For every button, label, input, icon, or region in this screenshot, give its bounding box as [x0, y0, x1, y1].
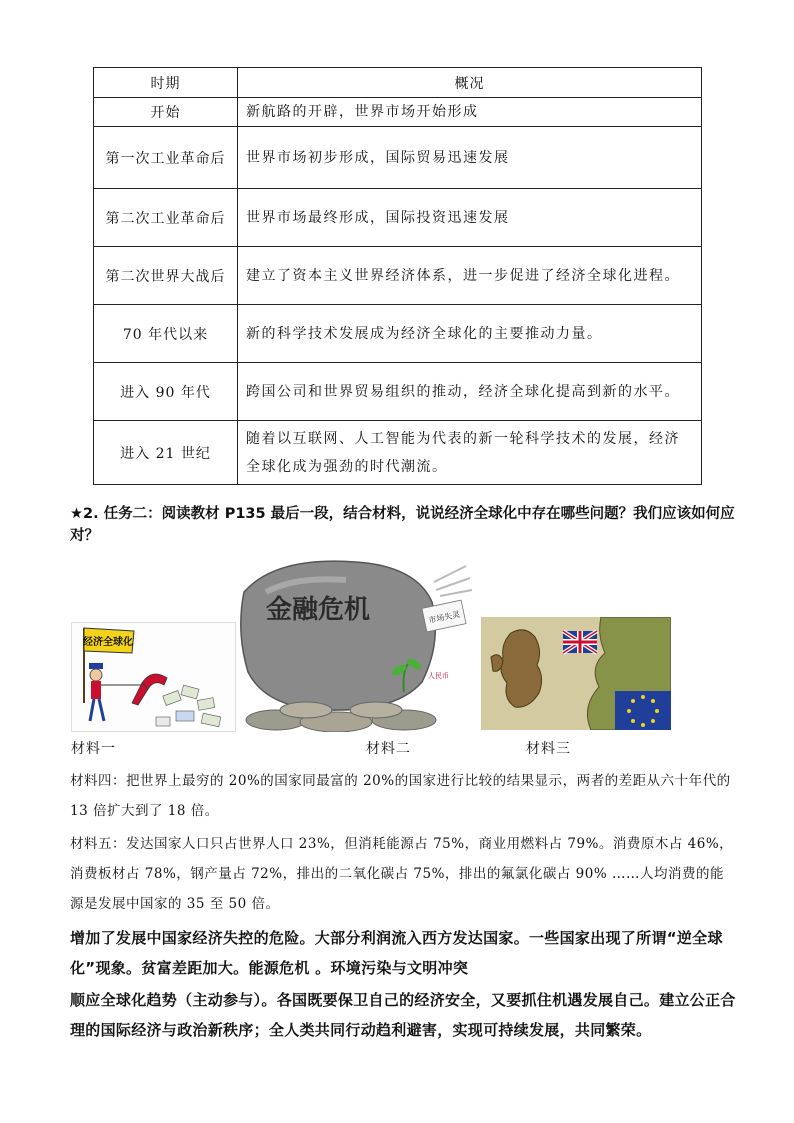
overview-cell: 世界市场初步形成，国际贸易迅速发展: [238, 127, 702, 189]
table-row: [94, 127, 702, 189]
leaf-label: 人民币: [428, 672, 449, 680]
globalization-cartoon: [72, 623, 235, 731]
overview-cell: 跨国公司和世界贸易组织的推动，经济全球化提高到新的水平。: [238, 363, 702, 421]
overview-cell: 新航路的开辟，世界市场开始形成: [238, 98, 702, 127]
sign-text: 市场失灵: [427, 609, 461, 626]
table-row: [94, 421, 702, 485]
table-row: [94, 363, 702, 421]
overview-cell: 建立了资本主义世界经济体系，进一步促进了经济全球化进程。: [238, 247, 702, 305]
crisis-title: 金融危机: [265, 595, 371, 625]
table-row: [94, 247, 702, 305]
material-one-image: [71, 622, 236, 732]
caption-material-one: 材料一: [71, 741, 116, 757]
header-overview: 概况: [238, 68, 702, 98]
table-header-row: [94, 68, 702, 98]
caption-material-two: 材料二: [366, 741, 411, 757]
answer-problems: 增加了发展中国家经济失控的危险。大部分利润流入西方发达国家。一些国家出现了所谓“逆全球化”现象。贫富差距加大。能源危机 。环境污染与文明冲突: [70, 929, 723, 977]
period-cell: 进入 90 年代: [94, 363, 238, 421]
material-five-text: 材料五：发达国家人口只占世界人口 23%，但消耗能源占 75%，商业用燃料占 79%。消费原木占 46%，消费板材占 78%，钢产量占 72%，排出的二氧化碳占 75%，排出的氟氯化碳占 90% ……人均消费的能源是发展中国家的 35 至 50 倍。: [70, 836, 734, 912]
globalization-history-table: [93, 67, 702, 485]
uk-flag-icon: [563, 631, 597, 653]
task-two-question: ★2. 任务二：阅读教材 P135 最后一段，结合材料，说说经济全球化中存在哪些问题？我们应该如何应对？: [70, 506, 735, 544]
header-period: 时期: [94, 68, 238, 98]
period-cell: 第二次世界大战后: [94, 247, 238, 305]
period-cell: 开始: [94, 98, 238, 127]
table-row: [94, 305, 702, 363]
overview-cell: 随着以互联网、人工智能为代表的新一轮科学技术的发展，经济全球化成为强劲的时代潮流。: [238, 421, 702, 485]
caption-material-three: 材料三: [526, 741, 571, 757]
period-cell: 第一次工业革命后: [94, 127, 238, 189]
period-cell: 第二次工业革命后: [94, 189, 238, 247]
period-cell: 进入 21 世纪: [94, 421, 238, 485]
table-row: [94, 189, 702, 247]
material-four-text: 材料四：把世界上最穷的 20%的国家同最富的 20%的国家进行比较的结果显示，两者的差距从六十年代的 13 倍扩大到了 18 倍。: [70, 773, 731, 819]
material-three-image: [481, 617, 671, 730]
overview-cell: 世界市场最终形成，国际投资迅速发展: [238, 189, 702, 247]
answer-response: 顺应全球化趋势（主动参与）。各国既要保卫自己的经济安全，又要抓住机遇发展自己。建立公正合理的国际经济与政治新秩序；全人类共同行动趋利避害，实现可持续发展，共同繁荣。: [70, 991, 736, 1039]
eu-flag-icon: [615, 691, 671, 730]
overview-cell: 新的科学技术发展成为经济全球化的主要推动力量。: [238, 305, 702, 363]
flag-text: 经济全球化: [83, 637, 133, 648]
brexit-map: [481, 617, 671, 730]
material-two-image: [236, 552, 474, 732]
financial-crisis-cartoon: [236, 552, 474, 732]
table-row: [94, 98, 702, 127]
period-cell: 70 年代以来: [94, 305, 238, 363]
